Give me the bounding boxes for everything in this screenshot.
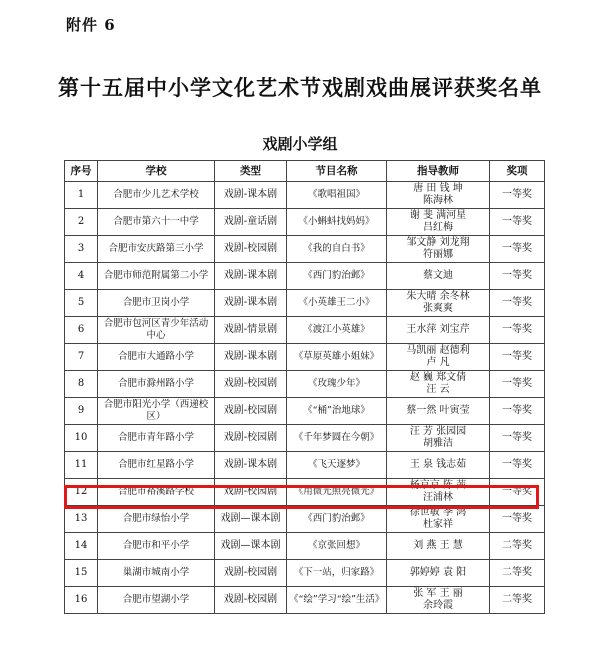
cell-no: 12 [65, 479, 98, 506]
table-row [65, 398, 545, 425]
cell-program: 《西门豹治邺》 [287, 263, 387, 290]
cell-program: 《渡江小英雄》 [287, 317, 387, 344]
cell-type: 戏剧-校园剧 [215, 560, 287, 587]
cell-no: 5 [65, 290, 98, 317]
table-header-row [65, 161, 545, 182]
cell-program: 《小蝌蚪找妈妈》 [287, 209, 387, 236]
cell-type: 戏剧-校园剧 [215, 371, 287, 398]
cell-award: 一等奖 [490, 263, 545, 290]
cell-school: 合肥市和平小学 [98, 533, 215, 560]
cell-program: 《“桶”治地球》 [287, 398, 387, 425]
cell-school: 合肥市师范附属第二小学 [98, 263, 215, 290]
cell-no: 2 [65, 209, 98, 236]
cell-award: 一等奖 [490, 506, 545, 533]
cell-no: 11 [65, 452, 98, 479]
cell-award: 一等奖 [490, 371, 545, 398]
column-header-no: 序号 [65, 161, 98, 182]
table-row [65, 533, 545, 560]
cell-award: 一等奖 [490, 209, 545, 236]
cell-teachers: 赵 巍 郑文倩 汪 云 [387, 371, 490, 398]
cell-type: 戏剧-校园剧 [215, 479, 287, 506]
table-row [65, 209, 545, 236]
cell-award: 一等奖 [490, 452, 545, 479]
cell-program: 《我的自白书》 [287, 236, 387, 263]
cell-type: 戏剧-童话剧 [215, 209, 287, 236]
cell-program: 《下一站，归家路》 [287, 560, 387, 587]
cell-award: 一等奖 [490, 290, 545, 317]
cell-teachers: 马凯丽 赵德利 卢 凡 [387, 344, 490, 371]
cell-school: 合肥市卫岗小学 [98, 290, 215, 317]
cell-program: 《京张回想》 [287, 533, 387, 560]
cell-no: 9 [65, 398, 98, 425]
cell-teachers: 王 泉 钱志茹 [387, 452, 490, 479]
cell-award: 一等奖 [490, 398, 545, 425]
cell-teachers: 王水萍 刘宝芹 [387, 317, 490, 344]
cell-school: 合肥市滁州路小学 [98, 371, 215, 398]
column-header-school: 学校 [98, 161, 215, 182]
cell-award: 一等奖 [490, 425, 545, 452]
cell-school: 合肥市少儿艺术学校 [98, 182, 215, 209]
cell-type: 戏剧—课本剧 [215, 506, 287, 533]
cell-teachers: 邹文静 刘龙翔 符丽娜 [387, 236, 490, 263]
column-header-type: 类型 [215, 161, 287, 182]
cell-type: 戏剧-校园剧 [215, 398, 287, 425]
cell-program: 《西门豹治邺》 [287, 506, 387, 533]
table-body [65, 182, 545, 614]
cell-school: 合肥市第六十一中学 [98, 209, 215, 236]
cell-no: 4 [65, 263, 98, 290]
cell-school: 合肥市绿怡小学 [98, 506, 215, 533]
cell-award: 一等奖 [490, 182, 545, 209]
cell-award: 二等奖 [490, 587, 545, 614]
cell-no: 1 [65, 182, 98, 209]
cell-program: 《草原英雄小姐妹》 [287, 344, 387, 371]
table-row [65, 290, 545, 317]
cell-teachers: 郭婷婷 袁 阳 [387, 560, 490, 587]
cell-no: 16 [65, 587, 98, 614]
cell-award: 一等奖 [490, 317, 545, 344]
cell-program: 《歌唱祖国》 [287, 182, 387, 209]
cell-award: 二等奖 [490, 533, 545, 560]
cell-type: 戏剧-校园剧 [215, 425, 287, 452]
cell-teachers: 蔡一然 叶寅莹 [387, 398, 490, 425]
cell-award: 二等奖 [490, 560, 545, 587]
cell-school: 合肥市裕溪路学校 [98, 479, 215, 506]
cell-program: 《用微光照亮微光》 [287, 479, 387, 506]
column-header-teachers: 指导教师 [387, 161, 490, 182]
cell-school: 合肥市阳光小学（西递校区） [98, 398, 215, 425]
cell-teachers: 汪 芳 张园园 胡雅洁 [387, 425, 490, 452]
cell-no: 13 [65, 506, 98, 533]
cell-program: 《“绘”学习“绘”生活》 [287, 587, 387, 614]
cell-no: 15 [65, 560, 98, 587]
cell-teachers: 唐 田 钱 坤 陈海林 [387, 182, 490, 209]
cell-type: 戏剧-课本剧 [215, 182, 287, 209]
cell-no: 3 [65, 236, 98, 263]
cell-school: 合肥市包河区青少年活动中心 [98, 317, 215, 344]
cell-type: 戏剧-课本剧 [215, 290, 287, 317]
cell-school: 合肥市望湖小学 [98, 587, 215, 614]
cell-no: 7 [65, 344, 98, 371]
awards-table [64, 160, 545, 614]
table-row [65, 344, 545, 371]
table-row [65, 182, 545, 209]
cell-type: 戏剧-情景剧 [215, 317, 287, 344]
cell-award: 一等奖 [490, 344, 545, 371]
group-subtitle: 戏剧小学组 [262, 135, 338, 153]
cell-teachers: 谢 斐 满河星 吕红梅 [387, 209, 490, 236]
cell-teachers: 刘 燕 王 慧 [387, 533, 490, 560]
cell-type: 戏剧—课本剧 [215, 533, 287, 560]
table-row [65, 506, 545, 533]
cell-no: 14 [65, 533, 98, 560]
table-row [65, 371, 545, 398]
attachment-label: 附件 6 [66, 16, 116, 34]
cell-program: 《千年梦圆在今朝》 [287, 425, 387, 452]
cell-type: 戏剧-课本剧 [215, 452, 287, 479]
cell-teachers: 杨京京 陈 茜 汪浦林 [387, 479, 490, 506]
cell-teachers: 徐世敏 季 鸿 杜家祥 [387, 506, 490, 533]
table-row [65, 236, 545, 263]
page-title: 第十五届中小学文化艺术节戏剧戏曲展评获奖名单 [58, 75, 542, 100]
table-row [65, 263, 545, 290]
cell-type: 戏剧-课本剧 [215, 263, 287, 290]
cell-school: 合肥市青年路小学 [98, 425, 215, 452]
table-row [65, 317, 545, 344]
cell-no: 10 [65, 425, 98, 452]
cell-teachers: 蔡文迪 [387, 263, 490, 290]
cell-type: 戏剧-校园剧 [215, 587, 287, 614]
column-header-award: 奖项 [490, 161, 545, 182]
cell-no: 8 [65, 371, 98, 398]
column-header-program: 节目名称 [287, 161, 387, 182]
cell-school: 合肥市大通路小学 [98, 344, 215, 371]
cell-award: 一等奖 [490, 479, 545, 506]
cell-type: 戏剧-校园剧 [215, 236, 287, 263]
cell-school: 合肥市红星路小学 [98, 452, 215, 479]
table-row [65, 479, 545, 506]
cell-teachers: 张 军 王 丽 余玲霞 [387, 587, 490, 614]
table-row [65, 452, 545, 479]
cell-program: 《飞天逐梦》 [287, 452, 387, 479]
cell-school: 合肥市安庆路第三小学 [98, 236, 215, 263]
cell-teachers: 朱大晴 余冬林 张爽爽 [387, 290, 490, 317]
cell-type: 戏剧-课本剧 [215, 344, 287, 371]
cell-program: 《玫瑰少年》 [287, 371, 387, 398]
cell-program: 《小英雄王二小》 [287, 290, 387, 317]
cell-no: 6 [65, 317, 98, 344]
cell-award: 一等奖 [490, 236, 545, 263]
table-row [65, 587, 545, 614]
cell-school: 巢湖市城南小学 [98, 560, 215, 587]
table-row [65, 560, 545, 587]
table-row [65, 425, 545, 452]
